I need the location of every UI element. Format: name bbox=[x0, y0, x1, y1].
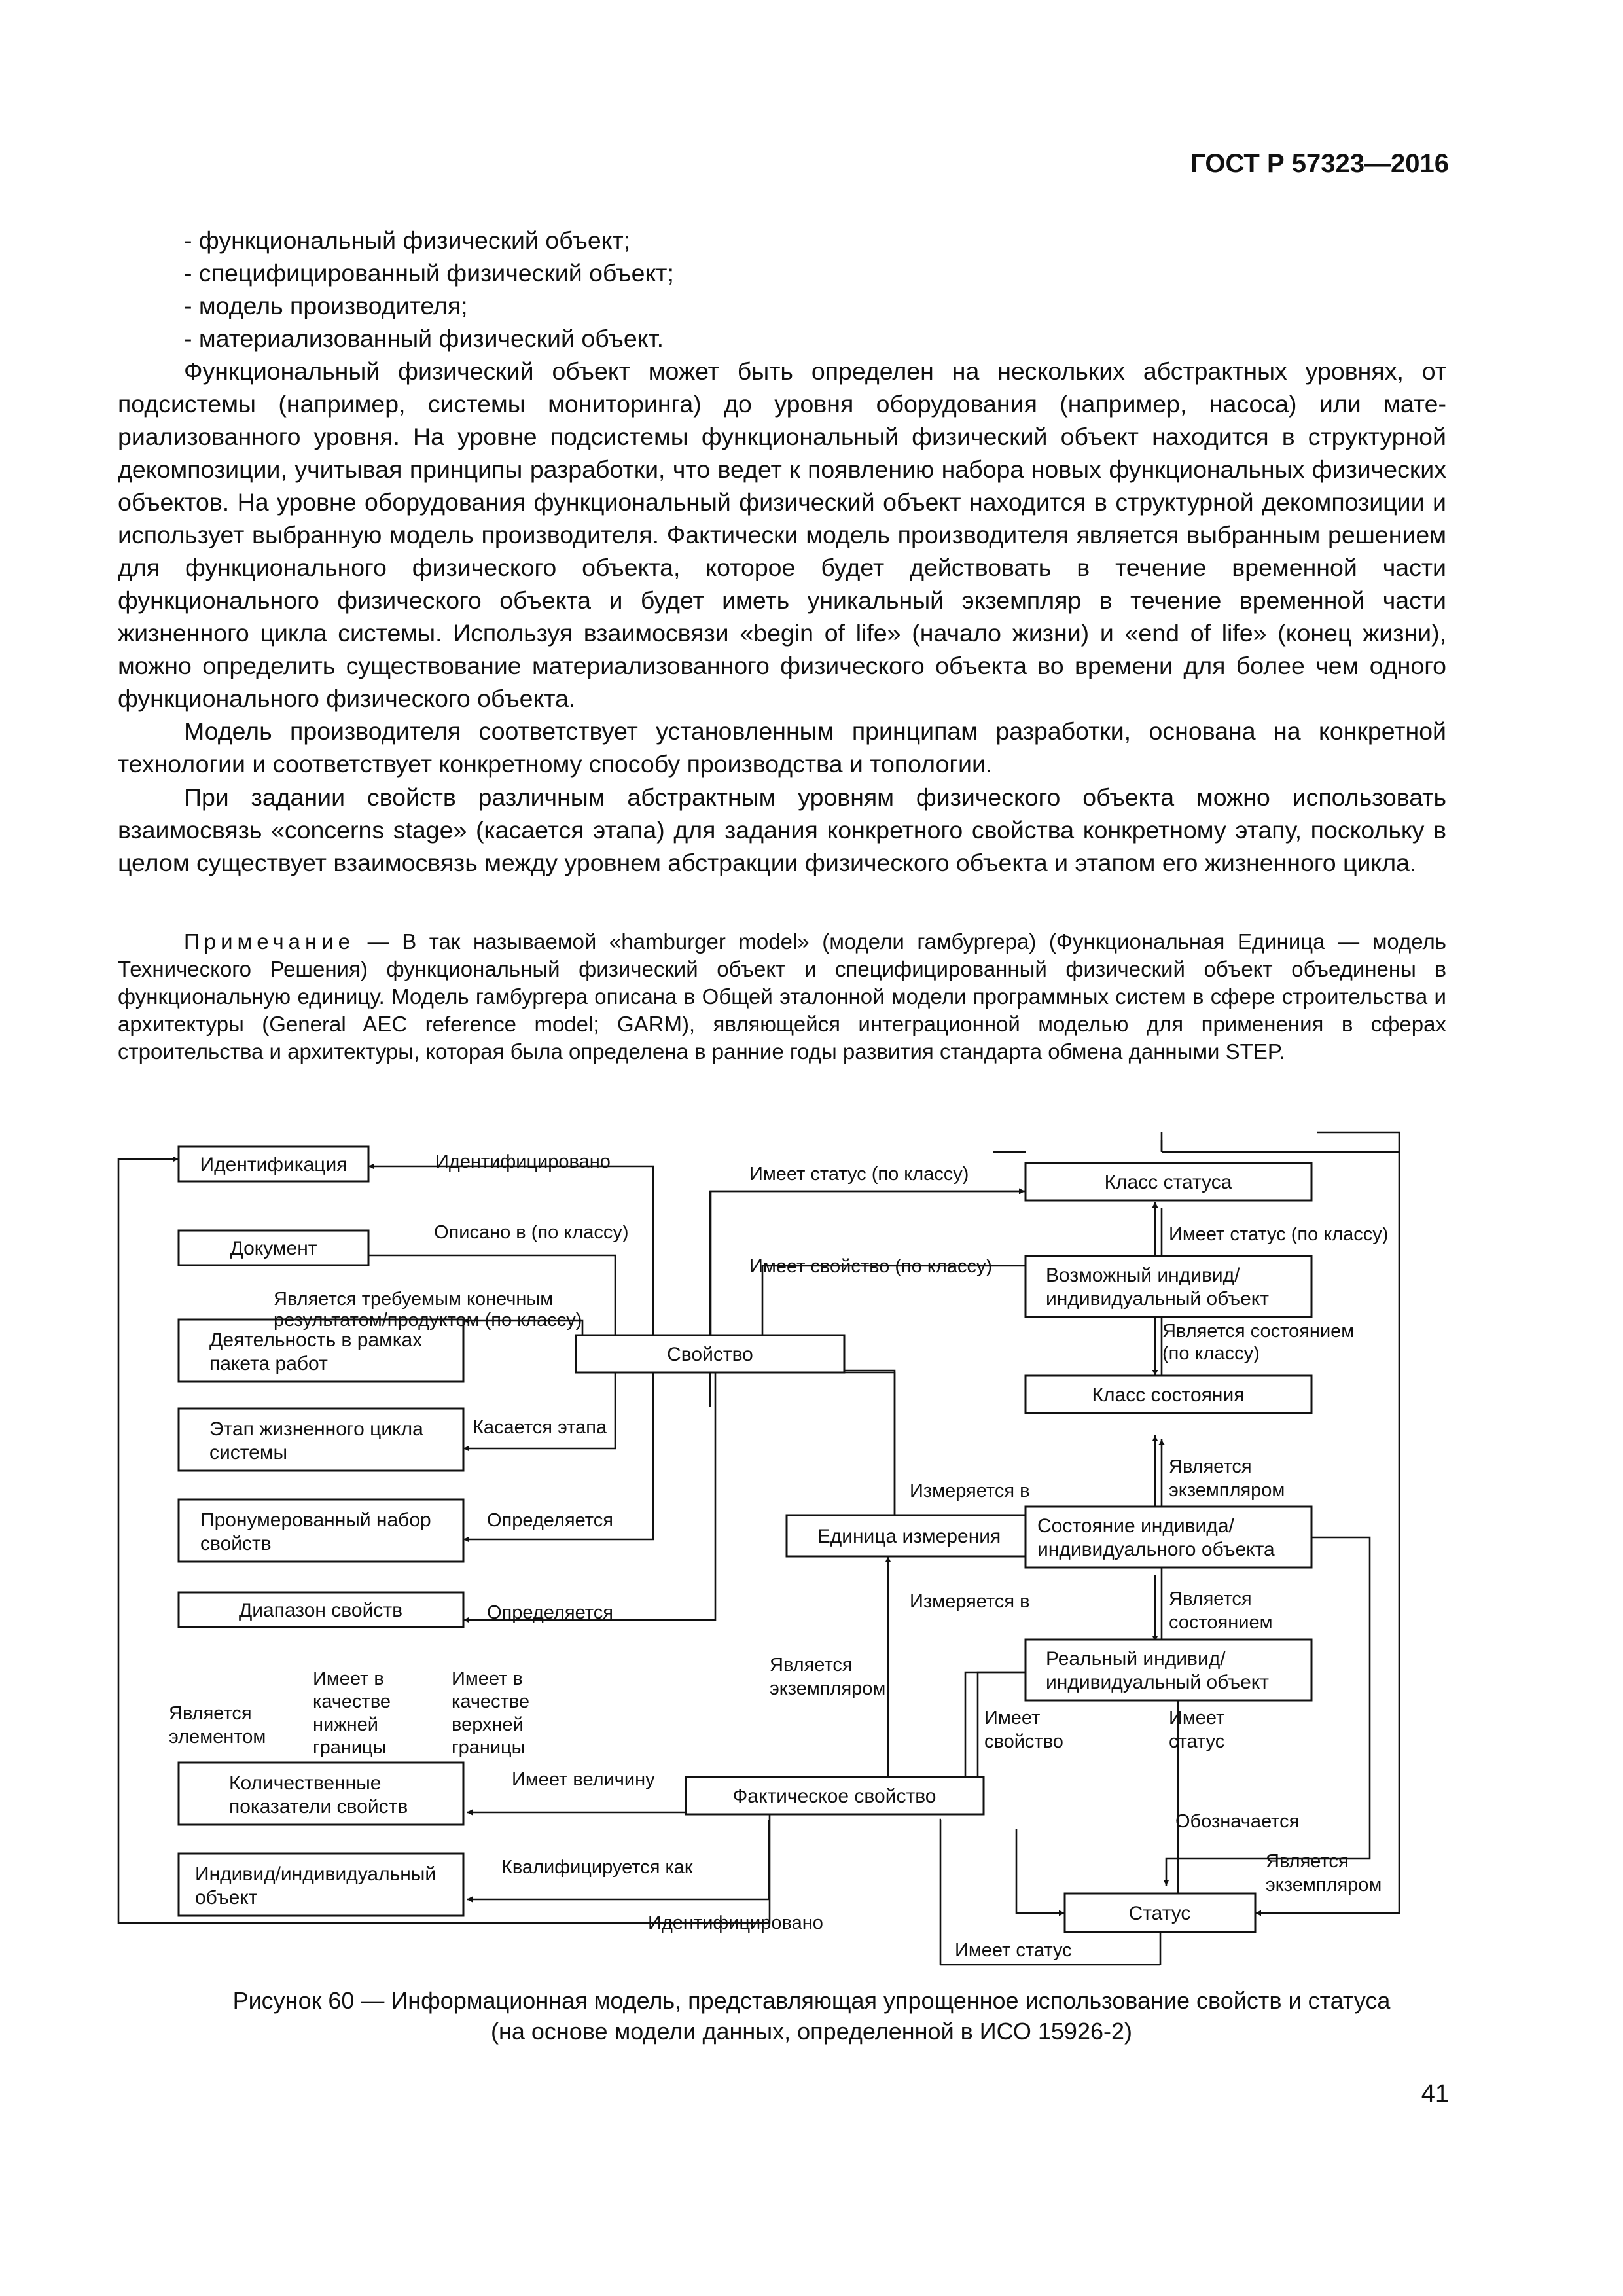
bullet-item: - материализованный физический объект. bbox=[184, 325, 664, 352]
label-lower-bound-line4: границы bbox=[313, 1737, 387, 1758]
box-lifecycle-line2: системы bbox=[209, 1442, 288, 1463]
diagram-boxes bbox=[179, 1147, 1311, 1932]
label-has-property-class: Имеет свойство (по классу) bbox=[749, 1256, 993, 1277]
label-lower-bound-line1: Имеет в bbox=[313, 1668, 384, 1689]
box-individual-line1: Индивид/индивидуальный bbox=[195, 1863, 437, 1885]
bullet-item: - модель производителя; bbox=[184, 292, 468, 319]
label-is-instance-2-line2: экземпляром bbox=[1169, 1480, 1285, 1501]
label-upper-bound-line2: качестве bbox=[452, 1691, 530, 1712]
paragraph: При задании свойств различным абстрактным уровням физического объекта можно использовать взаимосвязь «concerns stage» (касается этапа) для задания конкретного свойства конкретному этапу, поскольку в целом существует взаимосвязь между уровнем абстракции физического объекта и этапом его жизненного цикла. bbox=[118, 783, 1446, 876]
label-concerns-stage: Касается этапа bbox=[473, 1417, 607, 1438]
box-status-class: Класс статуса bbox=[1104, 1172, 1232, 1193]
box-lifecycle-line1: Этап жизненного цикла bbox=[209, 1418, 423, 1440]
label-is-state-class-line2: (по классу) bbox=[1162, 1343, 1260, 1364]
box-property: Свойство bbox=[667, 1344, 753, 1365]
box-possible-line1: Возможный индивид/ bbox=[1046, 1265, 1240, 1286]
label-has-status-line2: статус bbox=[1169, 1731, 1225, 1752]
label-is-state-line2: состоянием bbox=[1169, 1612, 1273, 1633]
label-lower-bound-line3: нижней bbox=[313, 1714, 378, 1735]
label-has-property-line2: свойство bbox=[984, 1731, 1063, 1752]
label-measured-1: Измеряется в bbox=[910, 1480, 1030, 1501]
label-is-instance-1-line1: Является bbox=[770, 1655, 853, 1676]
label-described-in: Описано в (по классу) bbox=[434, 1222, 629, 1243]
label-lower-bound-line2: качестве bbox=[313, 1691, 391, 1712]
box-status: Статус bbox=[1128, 1903, 1191, 1924]
label-has-status-class: Имеет статус (по классу) bbox=[749, 1164, 969, 1185]
label-identified-top: Идентифицировано bbox=[435, 1151, 611, 1172]
label-has-status-bottom: Имеет статус bbox=[955, 1940, 1072, 1961]
label-has-property-line1: Имеет bbox=[984, 1708, 1041, 1729]
label-required-result-line1: Является требуемым конечным bbox=[274, 1289, 554, 1310]
label-is-state-class-line1: Является состоянием bbox=[1162, 1321, 1355, 1342]
label-is-state-line1: Является bbox=[1169, 1588, 1252, 1609]
note-text: — В так называемой «hamburger model» (модели гамбургера) (Функциональная Единица — модель Технического Решения) функциональный физический объект и специфицированный физический объект объединены в функциональную единицу. Модель гамбургера описана в Общей эталонной модели программных систем в сфере строительства и архитектуры (General AEC reference model; GARM), являющейся интеграционной моделью для применения в сферах строительства и архитектуры, которая была определена в ранние годы развития стандарта обмена данными STEP. bbox=[118, 929, 1446, 1064]
box-individual-line2: объект bbox=[195, 1887, 258, 1909]
box-state-line1: Состояние индивида/ bbox=[1037, 1515, 1234, 1537]
box-quantities-line1: Количественные bbox=[229, 1772, 382, 1794]
label-defined-1: Определяется bbox=[487, 1510, 613, 1531]
box-document: Документ bbox=[230, 1238, 317, 1259]
box-quantities-line2: показатели свойств bbox=[229, 1796, 408, 1818]
label-upper-bound-line3: верхней bbox=[452, 1714, 524, 1735]
page-number: 41 bbox=[1421, 2080, 1449, 2108]
box-possible-line2: индивидуальный объект bbox=[1046, 1288, 1270, 1310]
note-label: Примечание bbox=[184, 929, 355, 954]
label-upper-bound-line4: границы bbox=[452, 1737, 526, 1758]
label-is-instance-1-line2: экземпляром bbox=[770, 1678, 886, 1699]
caption-line: (на основе модели данных, определенной в ИСО 15926-2) bbox=[491, 2018, 1132, 2045]
label-has-magnitude: Имеет величину bbox=[512, 1769, 655, 1790]
box-identification: Идентификация bbox=[200, 1154, 348, 1175]
box-range: Диапазон свойств bbox=[238, 1600, 403, 1621]
document-header: ГОСТ Р 57323—2016 bbox=[1190, 149, 1449, 178]
label-upper-bound-line1: Имеет в bbox=[452, 1668, 523, 1689]
label-is-instance-2-line1: Является bbox=[1169, 1456, 1252, 1477]
label-is-element-line2: элементом bbox=[169, 1727, 266, 1748]
box-actual-property: Фактическое свойство bbox=[732, 1785, 936, 1807]
box-enumerated-line1: Пронумерованный набор bbox=[200, 1509, 431, 1531]
bullet-item: - функциональный физический объект; bbox=[184, 226, 631, 254]
label-is-instance-3-line1: Является bbox=[1266, 1851, 1349, 1872]
label-is-element-line1: Является bbox=[169, 1703, 252, 1724]
box-activity-line2: пакета работ bbox=[209, 1353, 328, 1374]
box-unit: Единица измерения bbox=[817, 1526, 1001, 1547]
box-state-line2: индивидуального объекта bbox=[1037, 1539, 1275, 1560]
label-measured-2: Измеряется в bbox=[910, 1591, 1030, 1612]
caption-line: Рисунок 60 — Информационная модель, представляющая упрощенное использование свойств и статуса bbox=[232, 1987, 1391, 2014]
label-is-instance-3-line2: экземпляром bbox=[1266, 1874, 1382, 1895]
box-state-class: Класс состояния bbox=[1092, 1384, 1245, 1406]
paragraph: Функциональный физический объект может быть определен на нескольких абстрактных уровнях, от подсистемы (например, системы мониторинга) до уровня оборудования (например, насоса) или материализованного уровня. На уровне подсистемы функциональный физический объект находится в структурной декомпозиции, учитывая принципы разработки, что ведет к появлению набора новых функциональных физических объектов. На уровне оборудования функциональный физический объект находится в структурной декомпозиции и использует выбранную модель производителя. Фактически модель производителя является выбранным решением для функционального физического объекта, которое будет действовать в течение временной части функционального физического объекта и будет иметь уникальный экземпляр в течение временной части жизненного цикла системы. Используя взаимосвязи «begin of life» (начало жизни) и «end of life» (конец жизни), можно определить существование материализованного физического объекта во времени для более чем одного функционального физического объекта. bbox=[118, 357, 1446, 712]
label-qualified-as: Квалифицируется как bbox=[501, 1857, 693, 1878]
label-identified-bottom: Идентифицировано bbox=[648, 1912, 823, 1933]
box-real-line1: Реальный индивид/ bbox=[1046, 1648, 1226, 1670]
figure-caption bbox=[118, 1985, 1505, 2047]
label-has-status-class-2: Имеет статус (по классу) bbox=[1169, 1224, 1389, 1245]
box-enumerated-line2: свойств bbox=[200, 1533, 272, 1554]
box-activity-line1: Деятельность в рамках bbox=[209, 1329, 423, 1351]
label-required-result-line2: результатом/продуктом (по классу) bbox=[274, 1310, 582, 1331]
bullet-item: - специфицированный физический объект; bbox=[184, 259, 674, 287]
label-has-status-line1: Имеет bbox=[1169, 1708, 1225, 1729]
paragraph: Модель производителя соответствует установленным принципам разработки, основана на конкретной технологии и соответствует конкретному способу производства и топологии. bbox=[118, 717, 1446, 778]
label-denoted: Обозначается bbox=[1175, 1811, 1300, 1832]
label-defined-2: Определяется bbox=[487, 1602, 613, 1623]
box-real-line2: индивидуальный объект bbox=[1046, 1672, 1270, 1693]
